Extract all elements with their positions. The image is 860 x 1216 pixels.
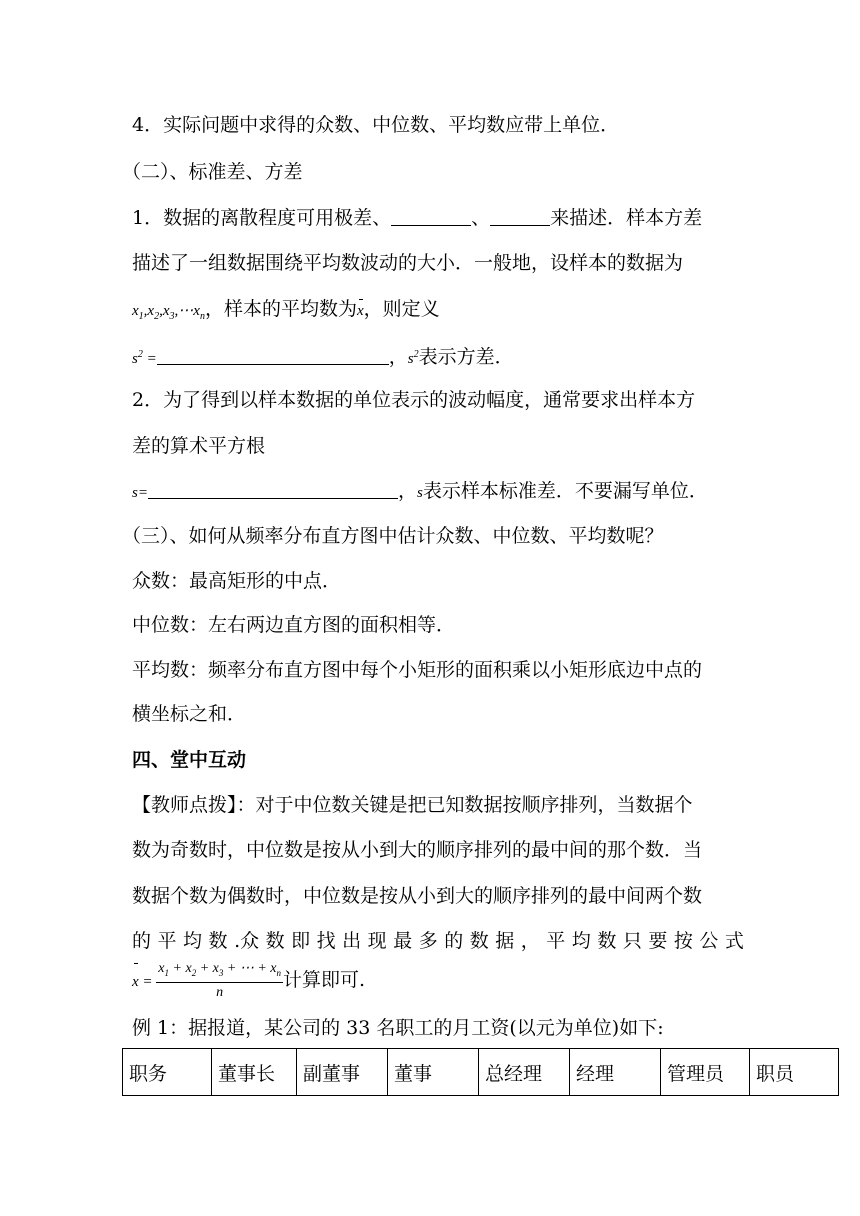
word: 数: [469, 930, 489, 952]
table-header-cell: 董事长: [212, 1049, 297, 1096]
table-header-cell: 总经理: [479, 1049, 570, 1096]
text-line: 差的算术平方根: [132, 435, 266, 457]
section-heading-4: 四、堂中互动: [132, 749, 247, 771]
word: 按: [673, 930, 693, 952]
section-heading-3: （三）、如何从频率分布直方图中估计众数、中位数、平均数呢？: [122, 525, 664, 547]
salary-table: [122, 1048, 839, 1096]
table-row: [123, 1049, 839, 1096]
section-heading-2: （二）、标准差、方差: [122, 161, 303, 183]
word: 要: [648, 930, 668, 952]
word: 即: [291, 930, 311, 952]
word: 出: [342, 930, 362, 952]
word: 最: [393, 930, 413, 952]
text-line: 数为奇数时，中位数是按从小到大的顺序排列的最中间的那个数．当: [132, 839, 703, 861]
word: 数: [597, 930, 617, 952]
std-symbol: s=: [132, 485, 148, 501]
word: 现: [367, 930, 387, 952]
text-line: $x_1,x_2,x_3,\cdots x_n$，样本的平均数为x，则定义: [132, 294, 744, 332]
table-header-cell: 董事: [388, 1049, 479, 1096]
text-line: 数据个数为偶数时，中位数是按从小到大的顺序排列的最中间两个数: [132, 885, 703, 907]
fill-blank: [157, 344, 389, 365]
mean-fraction: $\frac{x_1 + x_2 + x_3 + \cdots + x_n}{n}$: [158, 960, 281, 1001]
text-line: 横坐标之和．: [132, 703, 247, 725]
text-line: 【教师点拨】：对于中位数关键是把已知数据按顺序排列，当数据个: [132, 794, 693, 816]
word: 数: [265, 930, 285, 952]
word: 数: [208, 930, 228, 952]
word: 多: [418, 930, 438, 952]
word: 均: [571, 930, 591, 952]
word: 找: [316, 930, 336, 952]
word: 平: [157, 930, 177, 952]
word: .众: [234, 930, 260, 952]
mean-formula-line: x = $\frac{x_1 + x_2 + x_3 + \cdots + x_n}{n}$ 计算即可.: [132, 958, 744, 1004]
table-header-cell: 职员: [750, 1049, 839, 1096]
text-line: s= ，s表示样本标准差．不要漏写单位．: [132, 480, 708, 502]
text-line: $s^2$ = ，$s^2$表示方差．: [132, 346, 514, 368]
text-line: 2．为了得到以样本数据的单位表示的波动幅度，通常要求出样本方: [132, 389, 696, 411]
sample-data-formula: $x_1,x_2,x_3,\cdots x_n$: [132, 303, 205, 322]
word: 均: [183, 930, 203, 952]
fill-blank: [391, 205, 471, 226]
mean-symbol: x: [132, 960, 139, 1004]
fill-blank: [490, 205, 550, 226]
word: 公: [699, 930, 719, 952]
table-header-cell: 管理员: [661, 1049, 750, 1096]
word: 式: [724, 930, 744, 952]
variance-symbol: $s^2$ =: [132, 349, 157, 367]
word: 的: [444, 930, 464, 952]
word: 的: [132, 930, 152, 952]
word: 平: [546, 930, 566, 952]
table-header-cell: 经理: [570, 1049, 661, 1096]
text-line: 中位数：左右两边直方图的面积相等．: [132, 614, 456, 636]
text-line: 例 1：据报道，某公司的 33 名职工的月工资(以元为单位)如下:: [132, 1017, 664, 1039]
table-header-cell: 职务: [123, 1049, 212, 1096]
text-line: 平均数：频率分布直方图中每个小矩形的面积乘以小矩形底边中点的: [132, 659, 703, 681]
text-line-justified: [132, 926, 744, 956]
text-line: 描述了一组数据围绕平均数波动的大小．一般地，设样本的数据为: [132, 252, 684, 274]
word: ，: [520, 930, 540, 952]
text-line: 4．实际问题中求得的众数、中位数、平均数应带上单位．: [132, 114, 620, 136]
text-line: 众数：最高矩形的中点．: [132, 570, 342, 592]
word: 据: [495, 930, 515, 952]
mean-symbol: x: [357, 296, 364, 326]
text-line: 1．数据的离散程度可用极差、 、 来描述．样本方差: [132, 207, 703, 229]
fill-blank: [148, 478, 398, 499]
word: 只: [622, 930, 642, 952]
table-header-cell: 副董事: [297, 1049, 388, 1096]
